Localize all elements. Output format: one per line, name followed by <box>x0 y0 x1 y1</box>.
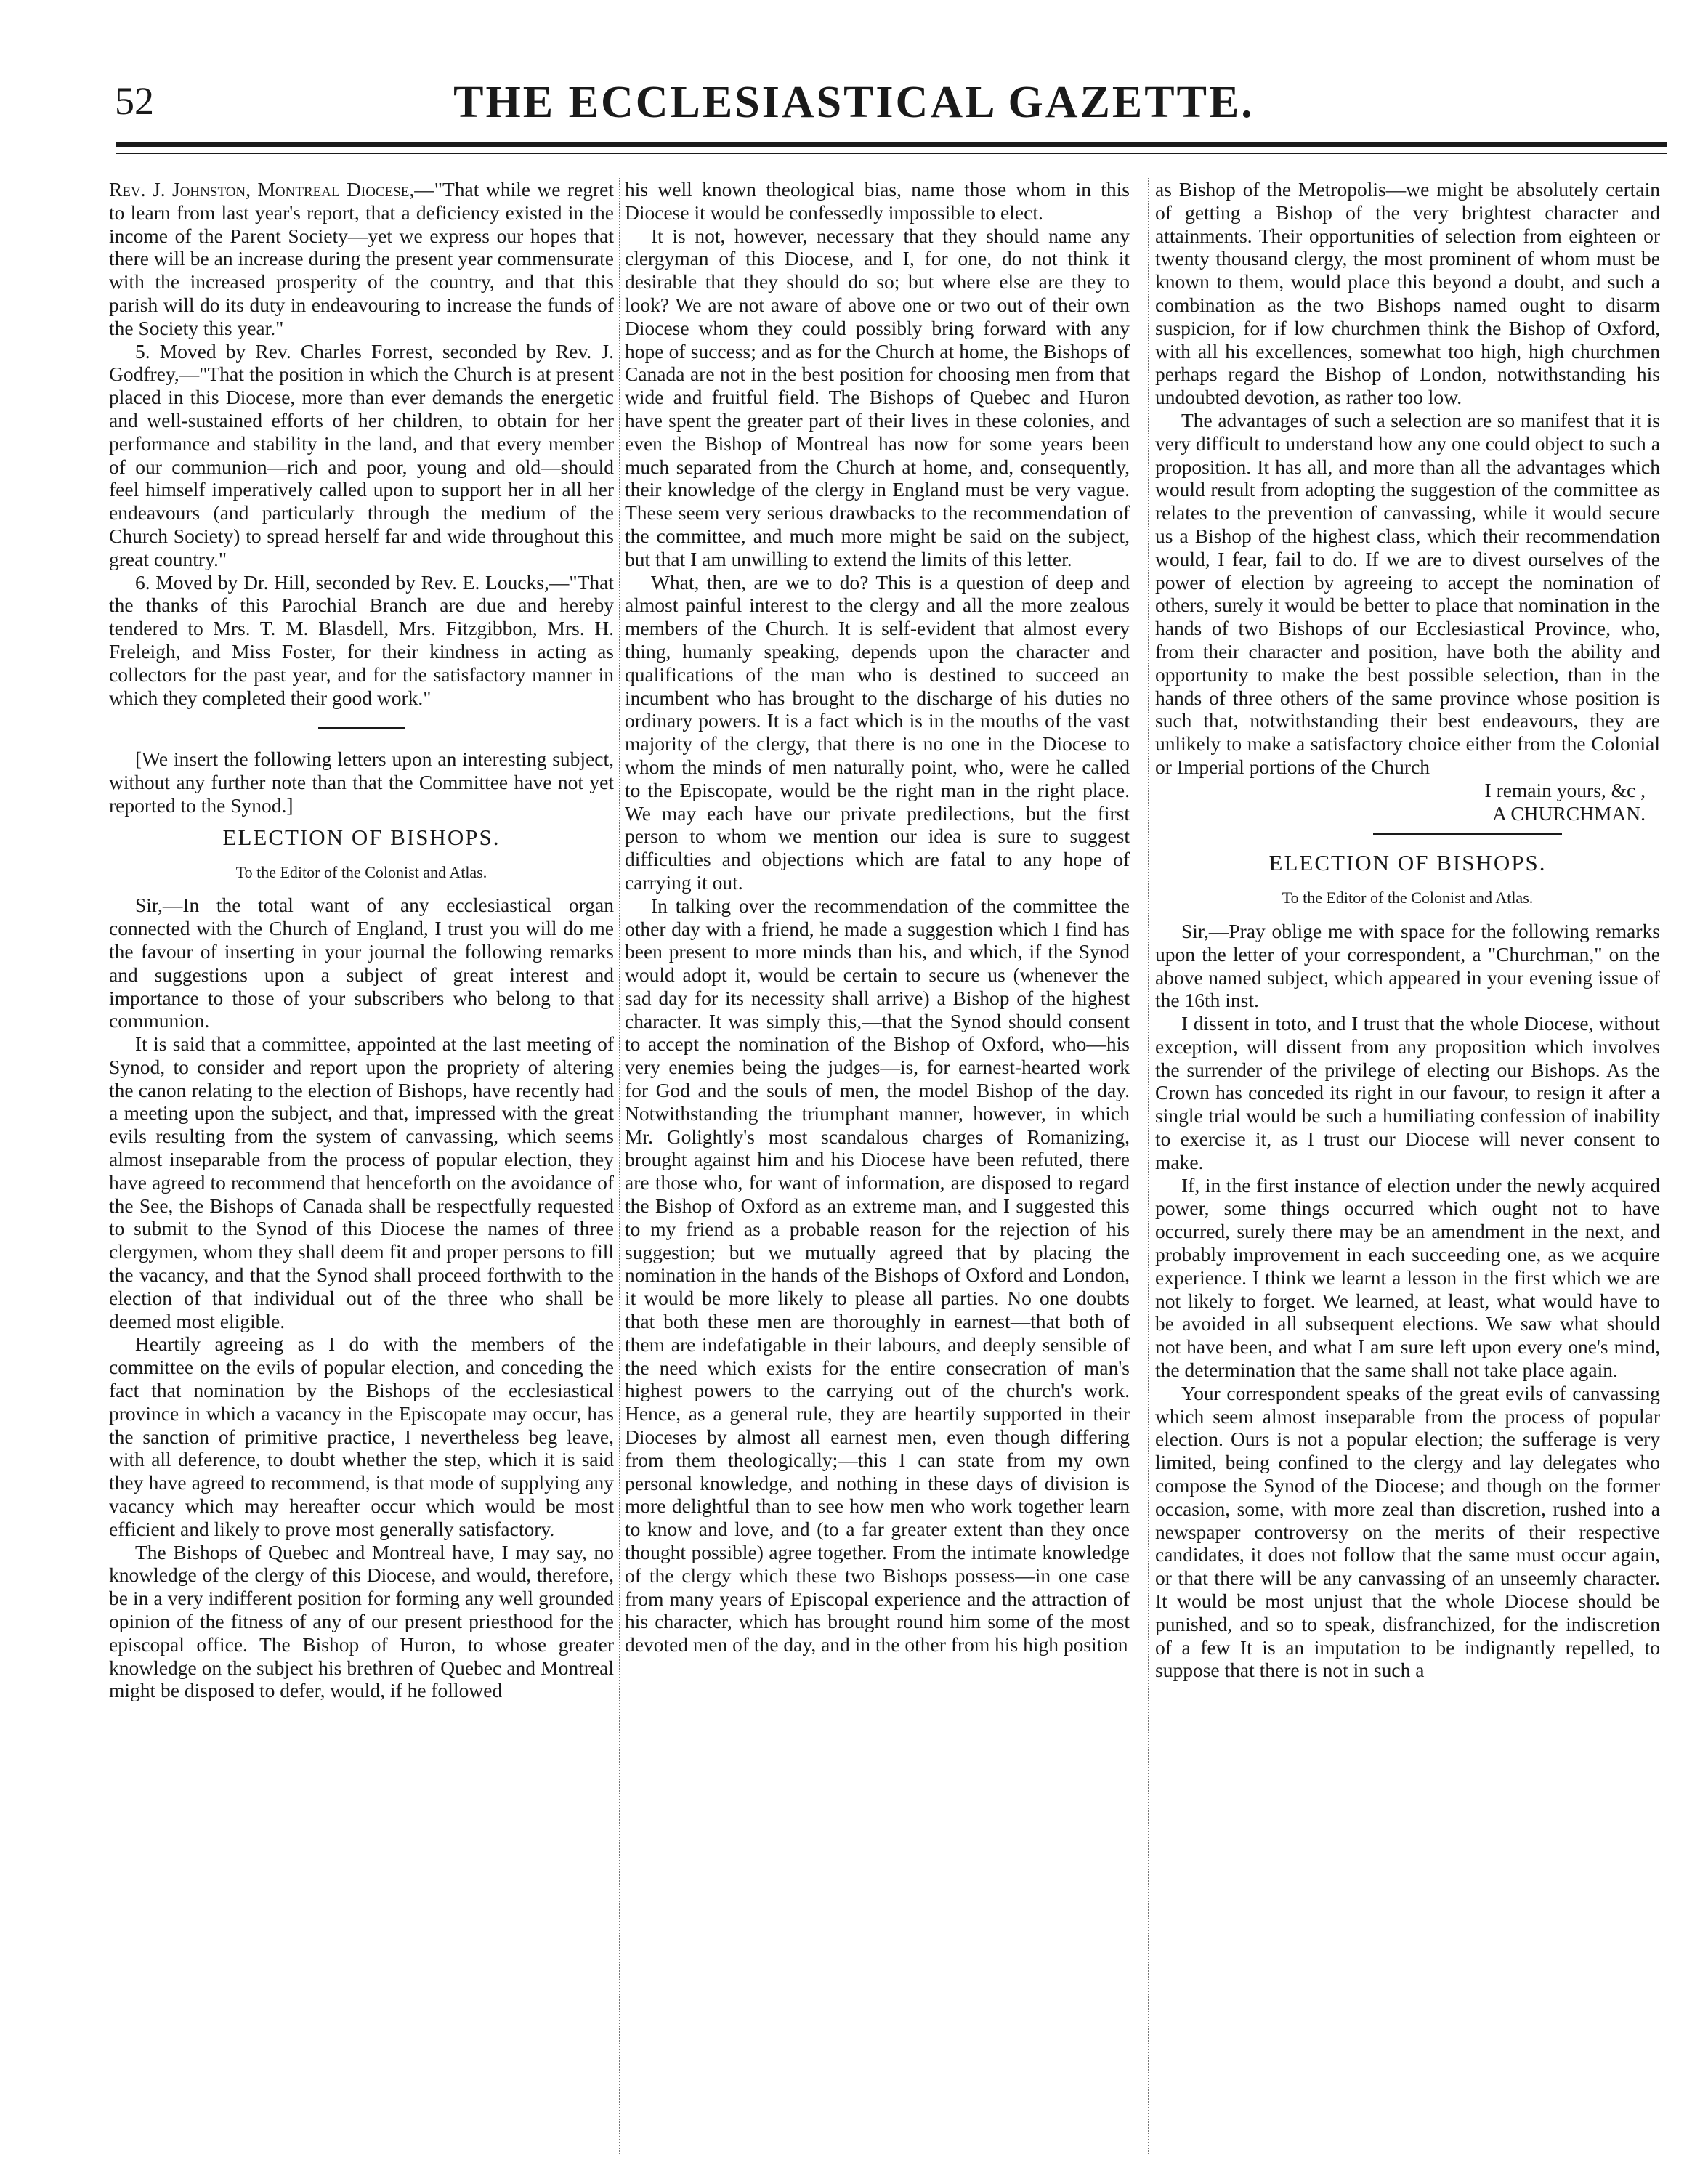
editor-note: [We insert the following letters upon an interesting subject, without any further note than that the Committee have not yet reported to the Synod.] <box>109 748 614 817</box>
letter-1-paragraph: The Bishops of Quebec and Montreal have, I may say, no knowledge of the clergy of this Diocese, and would, therefore, be in a very indifferent position for forming any well grounded opinion of the fitness of any of our present priesthood for the episcopal office. The Bishop of Huron, to whose greater knowledge on the subject his brethren of Quebec and Montreal might be disposed to defer, would, if he followed <box>109 1540 614 1702</box>
letter-2-address: To the Editor of the Colonist and Atlas. <box>1282 889 1534 907</box>
resolution-5-text: —"That the position in which the Church is at present placed in this Diocese, more than ever demands the energetic and well-sustained efforts of her children, to obtain for her performance and stability in the land, and that every member of our communion—rich and poor, young and old—should feel himself imperatively called upon to support her in all her endeavours (and particularly through the medium of the Church Society) to spread herself far and wide throughout this great country." <box>109 363 614 570</box>
letter-2-paragraph: I dissent in toto, and I trust that the whole Diocese, without exception, will dissent from any proposition which involves the surrender of the privilege of electing our Bishops. As the Crown has conceded its right in our favour, to resign it after a single trial would be such a humiliating confession of inability to exercise it, as I trust our Diocese will never consent to make. <box>1155 1012 1660 1173</box>
letter-1-paragraph: The advantages of such a selection are so manifest that it is very difficult to understand how any one could object to such a proposition. It has all, and more than all the advantages which would result from adopting the suggestion of the committee as relates to the prevention of canvassing, while it would secure us a Bishop of the highest class, which their recommendation would, I fear, fail to do. If we are to divest ourselves of the power of election by agreeing to accept the nomination of others, surely it would be better to place that nomination in the hands of two Bishops of our Ecclesiastical Province, who, from their character and position, have both the ability and opportunity to make the best possible selection, than in the hands of three others of the same province whose position is such that, notwithstanding their best endeavours, they are unlikely to make a satisfactory choice either from the Colonial or Imperial portions of the Church <box>1155 408 1660 778</box>
section-divider <box>1373 833 1562 835</box>
masthead-title: THE ECCLESIASTICAL GAZETTE. <box>453 78 1255 127</box>
letter-1-paragraph: In talking over the recommendation of the committee the other day with a friend, he made a suggestion which I find has been present to more minds than his, and which, if the Synod would adopt it, would be certain to secure us (whenever the sad day for its necessity shall arrive) a Bishop of the highest character. It was simply this,—that the Synod should consent to accept the nomination of the Bishop of Oxford, who—his very enemies being the judges—is, for earnest-hearted work for God and the souls of men, the model Bishop of the day. Notwithstanding the triumphant manner, however, in which Mr. Golightly's most scandalous charges of Romanizing, brought against him and his Diocese have been refuted, there are those who, for want of information, are disposed to regard the Bishop of Oxford as an extreme man, and I suggested this to my friend as a probable reason for the rejection of his suggestion; but we mutually agreed that by placing the nomination in the hands of the Bishops of Oxford and London, it would be more likely to please all parties. No one doubts that both these men are thoroughly in earnest—that both of them are indefatigable in their labours, and deeply sensible of the need which exists for the entire consecration of man's highest powers to the carrying out of the church's work. Hence, as a general rule, they are heartily supported in their Dioceses by almost all earnest men, even though differing from them theologically;—this I can state from my own personal knowledge, and nothing in these days of division is more delightful than to see how men who work together learn to know and love, and (to a far greater extent than they once thought possible) agree together. From the intimate knowledge of the clergy which these two Bishops possess—in one case from many years of Episcopal experience and the attraction of his character, which has brought round him some of the most devoted men of the day, and in the other from his high position <box>625 894 1130 1656</box>
letter-2-paragraph: If, in the first instance of election under the newly acquired power, some things occurred which ought not to have occurred, surely there may be an amendment in the next, and probably improvement in each succeeding one, as we acquire experience. I think we learnt a lesson in the first which we are not likely to forget. We learned, at least, what would have to be avoided in all subsequent elections. We saw what should not have been, and what I am sure left upon every one's mind, the determination that the same shall not take place again. <box>1155 1173 1660 1382</box>
letter-1-signature: A CHURCHMAN. <box>1492 801 1646 825</box>
letter-1-paragraph: as Bishop of the Metropolis—we might be absolutely certain of getting a Bishop of the very brightest character and attainments. Their opportunities of selection from eighteen or twenty thousand clergy, the most prominent of whom must be known to them, would place this beyond a doubt, and such a combination as the two Bishops named ought to disarm suspicion, for if low churchmen think the Bishop of Oxford, with all his excellences, somewhat too high, high churchmen perhaps regard the Bishop of London, notwithstanding his undoubted devotion, as rather too low. <box>1155 178 1660 409</box>
letter-1-paragraph: It is not, however, necessary that they should name any clergyman of this Diocese, and I, for one, do not think it desirable that they should do so; but where else are they to look? We are not aware of above one or two out of their own Diocese whom they could possibly bring forward with any hope of success; and as for the Church at home, the Bishops of Canada are not in the best position for choosing men from that wide and fruitful field. The Bishops of Quebec and Huron have spent the greater part of their lives in these colonies, and even the Bishop of Montreal has now for some years been much separated from the Church at home, and, consequently, their knowledge of the clergy in England must be very vague. These seem very serious drawbacks to the recommendation of the committee, and much more might be said on the subject, but that I am unwilling to extend the limits of this letter. <box>625 224 1130 570</box>
resolution-6-text: —"That the thanks of this Parochial Branch are due and hereby tendered to Mrs. T. M. Blasdell, Mrs. Fitzgibbon, Mrs. H. Freleigh, and Miss Foster, for their kindness in acting as collectors for the past year, and for the satisfactory manner in which they completed their good work." <box>109 570 614 709</box>
letter-1-paragraph: What, then, are we to do? This is a question of deep and almost painful interest to the clergy and all the more zealous members of the Church. It is self-evident that almost every thing, humanly speaking, depends upon the character and qualifications of the man who is destined to succeed an incumbent who has brought to the discharge of his duties no ordinary powers. It is a fact which is in the mouths of the vast majority of the clergy, that there is no one in the Diocese to whom the minds of men naturally point, who, were he called to the Episcopate, would be the right man in the right place. We may each have our private predilections, but the first person to whom we mention our idea is sure to suggest difficulties and objections which are fatal to any hope of carrying it out. <box>625 570 1130 894</box>
letter-1-paragraph: Sir,—In the total want of any ecclesiastical organ connected with the Church of England, I trust you will do me the favour of inserting in your journal the following remarks and suggestions upon a subject of great interest and importance to those of your subscribers who belong to that communion. <box>109 894 614 1032</box>
resolution-5-intro: 5. Moved by Rev. Charles Forrest, seconded by Rev. J. Godfrey, <box>109 339 614 386</box>
resolution-5 <box>109 340 614 571</box>
letter-1-paragraph: his well known theological bias, name those whom in this Diocese it would be confessedly impossible to elect. <box>625 178 1130 224</box>
section-divider <box>318 727 405 729</box>
letter-1-signoff: I remain yours, &c , <box>1484 778 1646 801</box>
letter-2-paragraph: Sir,—Pray oblige me with space for the following remarks upon the letter of your correspondent, a "Churchman," on the above named subject, which appeared in your evening issue of the 16th inst. <box>1155 919 1660 1012</box>
header-rule-thick <box>116 142 1667 147</box>
column-divider <box>619 178 621 2154</box>
column-2 <box>625 178 1130 2154</box>
letter-1-paragraph: Heartily agreeing as I do with the members of the committee on the evils of popular election, and conceding the fact that nomination by the Bishops of the ecclesiastical province in which a vacancy in the Episcopate may occur, has the sanction of primitive practice, I nevertheless beg leave, with all deference, to doubt whether the step, which it is said they have agreed to recommend, is that mode of supplying any vacancy which may hereafter occur which would be most efficient and likely to prove most generally satisfactory. <box>109 1332 614 1540</box>
resolution-6-intro: 6. Moved by Dr. Hill, seconded by Rev. E. Loucks, <box>135 570 549 594</box>
header-rule-thin <box>116 153 1667 154</box>
resolution-6 <box>109 571 614 710</box>
column-divider <box>1148 178 1150 2154</box>
letter-1-heading: ELECTION OF BISHOPS. <box>222 824 501 850</box>
letter-1-address: To the Editor of the Colonist and Atlas. <box>235 862 487 881</box>
letter-2-paragraph: Your correspondent speaks of the great evils of canvassing which seem almost inseparable from the process of popular election. Ours is not a popular election; the sufferage is very limited, being confined to the clergy and lay delegates who compose the Synod of the Diocese; and though on the former occasion, some, with more zeal than discretion, rushed into a newspaper controversy on the merits of their respective candidates, it does not follow that the same must occur again, or that there will be any canvassing of an unseemly character. It would be most unjust that the whole Diocese should be punished, and so to speak, disfranchized, for the indiscretion of a few It is an imputation to be indignantly repelled, to suppose that there is not in such a <box>1155 1381 1660 1682</box>
letter-2-heading: ELECTION OF BISHOPS. <box>1268 850 1547 876</box>
resolution-4-text: —"That while we regret to learn from last year's report, that a deficiency existed in the income of the Parent Society—yet we express our hopes that there will be an increase during the present year commensurate with the increased prosperity of the country, and that this parish will do its duty in endeavouring to increase the funds of the Society this year." <box>109 178 614 339</box>
letter-1-paragraph: It is said that a committee, appointed at the last meeting of Synod, to consider and report upon the propriety of altering the canon relating to the election of Bishops, have recently had a meeting upon the subject, and that, impressed with the great evils resulting from the system of canvassing, which seems almost inseparable from the process of popular election, they have agreed to recommend that henceforth on the avoidance of the See, the Bishops of Canada shall be respectfully requested to submit to the Synod of this Diocese the names of three clergymen, whom they shall deem fit and proper persons to fill the vacancy, and that the Synod shall proceed forthwith to the election of that individual out of the three who shall be deemed most eligible. <box>109 1032 614 1332</box>
resolution-4 <box>109 178 614 340</box>
column-1 <box>109 178 614 2154</box>
page-number: 52 <box>115 79 154 123</box>
column-3 <box>1155 178 1660 2154</box>
resolution-4-mover: Rev. J. Johnston, Montreal Diocese, <box>109 178 415 201</box>
